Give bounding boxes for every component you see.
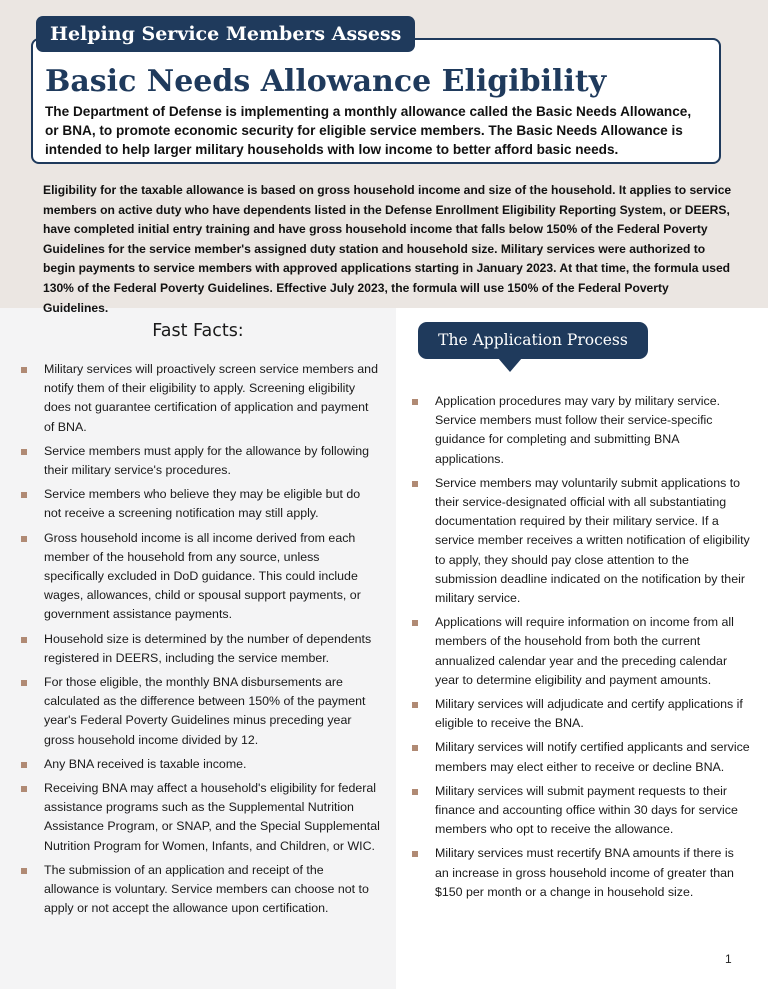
fast-facts-heading: Fast Facts: [152,321,244,341]
list-item [411,392,751,469]
header-tag: Helping Service Members Assess [36,16,415,52]
list-item [411,738,751,776]
list-item-text: Military services must recertify BNA amounts if there is an increase in gross household income of greater than $150 per month or a change in household size. [435,846,734,899]
list-item-text: Service members may voluntarily submit applications to their service-designated official with all substantiating documentation required by their military service. If a service member receives a written notification of eligibility to apply, they should pay close attention to the submission deadline indicated on the notification by their military service. [435,475,750,606]
intro-paragraph: Eligibility for the taxable allowance is based on gross household income and size of the household. It applies to service members on active duty who have dependents listed in the Defense Enrollment Eligibility Reporting System, or DEERS, have completed initial entry training and have gross household income that falls below 150% of the Federal Poverty Guidelines for the service member's assigned duty station and household size. Military services were authorized to begin payments to service members with approved applications starting in January 2023. At that time, the formula used 130% of the Federal Poverty Guidelines. Effective July 2023, the formula will use 150% of the Federal Poverty Guidelines. [43,183,732,315]
list-item-text: Application procedures may vary by military service. Service members must follow their service-specific guidance for completing and submitting BNA applications. [435,394,721,466]
list-item-text: Gross household income is all income derived from each member of the household from any source, unless specifically excluded in DoD guidance. This could include wages, allowances, child or spousal support payments, or government assistance payments. [44,530,361,622]
list-item-text: Service members must apply for the allowance by following their military service's procedures. [44,443,370,478]
list-item-text: Military services will adjudicate and certify applications if eligible to receive the BNA. [435,697,743,731]
bullet-square-icon [21,786,27,792]
list-item [411,474,751,608]
list-item-text: Military services will submit payment requests to their finance and accounting office within 30 days for service members who opt to receive the allowance. [435,783,738,837]
list-item [411,695,751,733]
list-item-text: For those eligible, the monthly BNA disbursements are calculated as the difference between 150% of the payment year's Federal Poverty Guidelines minus preceding year gross household income divided by 12. [44,675,366,747]
application-process-heading [418,322,648,359]
bullet-square-icon [21,367,27,373]
speech-pointer-icon [498,358,522,372]
bullet-square-icon [21,449,27,455]
list-item-text: The submission of an application and receipt of the allowance is voluntary. Service members can choose not to apply or not accept the allowance upon certification. [44,862,369,916]
bullet-square-icon [21,536,27,542]
bullet-square-icon [21,868,27,874]
bullet-square-icon [21,680,27,686]
list-item [20,360,380,437]
list-item-text: Military services will proactively screen service members and notify them of their eligibility to apply. Screening eligibility does not guarantee certification of application and payment of BNA. [44,362,378,434]
list-item [20,755,380,774]
list-item [20,529,380,625]
list-item-text: Any BNA received is taxable income. [44,756,247,771]
bullet-square-icon [412,789,418,795]
bullet-square-icon [21,492,27,498]
list-item-text: Service members who believe they may be eligible but do not receive a screening notification may still apply. [44,487,361,521]
bullet-square-icon [412,851,418,857]
bullet-square-icon [412,702,418,708]
list-item [411,844,751,902]
application-process-heading-text: The Application Process [438,331,628,349]
list-item [411,782,751,840]
list-item [20,673,380,750]
page-title: Basic Needs Allowance Eligibility [45,64,607,99]
list-item-text: Applications will require information on income from all members of the household from both the current annualized calendar year and the preceding calendar year to determine eligibility and payment amounts. [435,615,734,687]
list-item [20,485,380,523]
list-item [20,779,380,856]
list-item [20,442,380,480]
list-item-text: Military services will notify certified applicants and service members may elect either to receive or decline BNA. [435,740,750,774]
list-item [20,861,380,919]
fast-facts-list [20,360,380,923]
bullet-square-icon [412,620,418,626]
list-item [20,630,380,668]
bullet-square-icon [21,637,27,643]
bullet-square-icon [21,762,27,768]
bullet-square-icon [412,745,418,751]
bullet-square-icon [412,399,418,405]
list-item-text: Household size is determined by the number of dependents registered in DEERS, including the service member. [44,631,372,665]
lede-paragraph: The Department of Defense is implementing a monthly allowance called the Basic Needs Allowance, or BNA, to promote economic security for eligible service members. The Basic Needs Allowance is intended to help larger military households with low income to better afford basic needs. [45,104,692,157]
list-item [411,613,751,690]
application-process-list [411,392,751,907]
bullet-square-icon [412,481,418,487]
page-number: 1 [725,952,732,966]
list-item-text: Receiving BNA may affect a household's eligibility for federal assistance programs such as the Supplemental Nutrition Assistance Program, or SNAP, and the Special Supplemental Nutrition Program for Women, Infants, and Children, or WIC. [44,781,380,853]
title-box [31,38,721,164]
